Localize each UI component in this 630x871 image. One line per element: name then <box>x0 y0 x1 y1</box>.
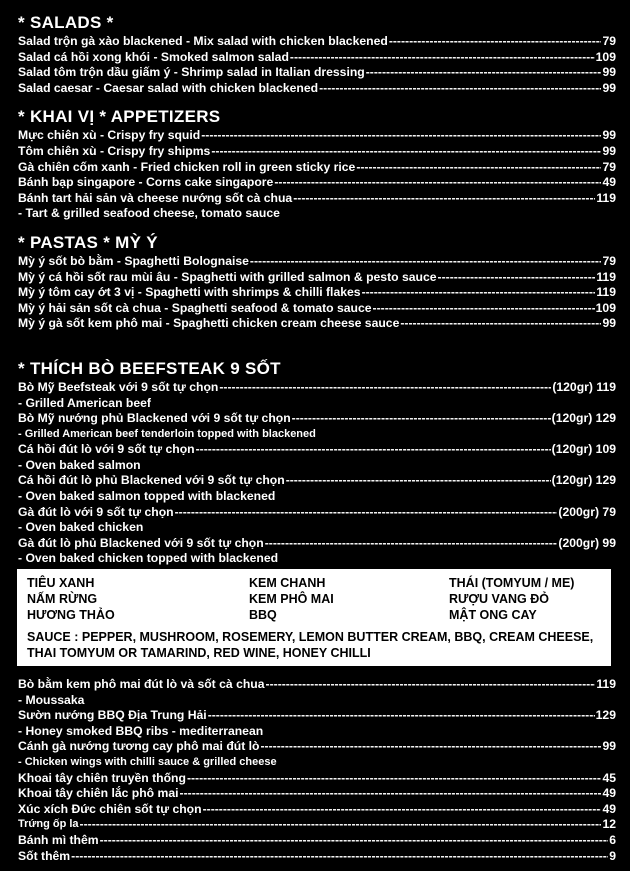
menu-item: Sốt thêm ----- 9 <box>18 849 616 865</box>
menu-item: Bò Mỹ nướng phủ Blackened với 9 sốt tự chọn ----- (120gr) 129 <box>18 411 616 427</box>
menu-item: Gà chiên cốm xanh - Fried chicken roll in green sticky rice ----- 79 <box>18 160 616 176</box>
menu-item: Salad tôm trộn dầu giấm ý - Shrimp salad in Italian dressing ----- 99 <box>18 65 616 81</box>
sauce-option: KEM PHÔ MAI <box>249 592 334 606</box>
menu-item: Cánh gà nướng tương cay phô mai đút lò ----- 99 <box>18 739 616 755</box>
menu-item: Khoai tây chiên truyền thống ----- 45 <box>18 771 616 787</box>
sauce-option: THÁI (TOMYUM / ME) <box>449 576 575 590</box>
others-list <box>18 677 616 864</box>
menu-item: Bánh bạp singapore - Corns cake singapore ----- 49 <box>18 175 616 191</box>
menu-item: Tôm chiên xù - Crispy fry shipms ----- 99 <box>18 144 616 160</box>
menu-item: Mỳ ý gà sốt kem phô mai - Spaghetti chicken cream cheese sauce ----- 99 <box>18 316 616 332</box>
menu-item: Mỳ ý cá hồi sốt rau mùi âu - Spaghetti with grilled salmon & pesto sauce ----- 119 <box>18 270 616 286</box>
menu-item: Bò bằm kem phô mai đút lò và sốt cà chua ----- 119 <box>18 677 616 693</box>
menu-item: Salad trộn gà xào blackened - Mix salad with chicken blackened ----- 79 <box>18 34 616 50</box>
menu-item: Salad caesar - Caesar salad with chicken blackened ----- 99 <box>18 81 616 97</box>
menu-item: Cá hồi đút lò phủ Blackened với 9 sốt tự chọn ----- (120gr) 129 <box>18 473 616 489</box>
menu-item-description: - Chicken wings with chilli sauce & grilled cheese <box>18 755 277 768</box>
sauce-grid <box>27 575 601 623</box>
menu-item: Gà đút lò phủ Blackened với 9 sốt tự chọn ----- (200gr) 99 <box>18 536 616 552</box>
sauce-box <box>17 569 611 666</box>
menu-item: Cá hồi đút lò với 9 sốt tự chọn ----- (120gr) 109 <box>18 442 616 458</box>
sauce-option: HƯƠNG THẢO <box>27 608 115 622</box>
sauce-option: NẤM RỪNG <box>27 592 98 606</box>
menu-item: Sườn nướng BBQ Địa Trung Hải ----- 129 <box>18 708 616 724</box>
section-heading-pastas: * PASTAS * MỲ Ý <box>18 232 158 252</box>
sauce-option: KEM CHANH <box>249 576 326 590</box>
section-heading-beefsteak: * THÍCH BÒ BEEFSTEAK 9 SỐT <box>18 358 281 378</box>
menu-item-description: - Moussaka <box>18 692 85 707</box>
menu-item: Mỳ ý tôm cay ớt 3 vị - Spaghetti with shrimps & chilli flakes ----- 119 <box>18 285 616 301</box>
menu-item-description: - Oven baked chicken <box>18 520 144 535</box>
menu-item: Khoai tây chiên lắc phô mai ----- 49 <box>18 786 616 802</box>
menu-item-description: - Oven baked salmon topped with blackened <box>18 489 276 504</box>
menu-item-description: - Oven baked salmon <box>18 457 141 472</box>
sauce-option: TIÊU XANH <box>27 576 95 590</box>
section-heading-salads: * SALADS * <box>18 13 114 32</box>
menu-item: Mỳ ý hải sản sốt cà chua - Spaghetti seafood & tomato sauce ----- 109 <box>18 301 616 317</box>
menu-item: Bánh mì thêm ----- 6 <box>18 833 616 849</box>
menu-item: Bò Mỹ Beefsteak với 9 sốt tự chọn ----- (120gr) 119 <box>18 380 616 396</box>
sauce-option: RƯỢU VANG ĐỎ <box>449 592 549 606</box>
menu-item: Trứng ốp la ----- 12 <box>18 817 616 833</box>
sauce-option: MẬT ONG CAY <box>449 608 537 622</box>
salads-list <box>18 34 616 96</box>
menu-item: Mực chiên xù - Crispy fry squid ----- 99 <box>18 128 616 144</box>
menu-item-description: - Oven baked chicken topped with blackened <box>18 551 279 566</box>
menu-item: Salad cá hồi xong khói - Smoked salmon salad ----- 109 <box>18 50 616 66</box>
menu-page <box>18 12 616 567</box>
sauce-option: BBQ <box>249 608 277 622</box>
appetizers-list <box>18 128 616 222</box>
beefsteak-list <box>18 380 616 567</box>
pastas-list <box>18 254 616 332</box>
menu-item: Xúc xích Đức chiên sốt tự chọn ----- 49 <box>18 802 616 818</box>
section-heading-appetizers: * KHAI VỊ * APPETIZERS <box>18 107 221 127</box>
menu-item: Mỳ ý sốt bò bằm - Spaghetti Bolognaise ----- 79 <box>18 254 616 270</box>
menu-item: Gà đút lò với 9 sốt tự chọn ----- (200gr) 79 <box>18 505 616 521</box>
menu-item-description: - Grilled American beef tenderloin topped with blackened <box>18 427 316 440</box>
menu-item-description: - Honey smoked BBQ ribs - mediterranean <box>18 723 264 738</box>
sauce-english-list: SAUCE : PEPPER, MUSHROOM, ROSEMERY, LEMON BUTTER CREAM, BBQ, CREAM CHEESE, THAI TOMYUM OR TAMARIND, RED WINE, HONEY CHILLI <box>27 630 594 660</box>
menu-item-description: - Tart & grilled seafood cheese, tomato sauce <box>18 206 280 221</box>
menu-item: Bánh tart hải sản và cheese nướng sốt cà chua ----- 119 <box>18 191 616 207</box>
menu-item-description: - Grilled American beef <box>18 395 151 410</box>
